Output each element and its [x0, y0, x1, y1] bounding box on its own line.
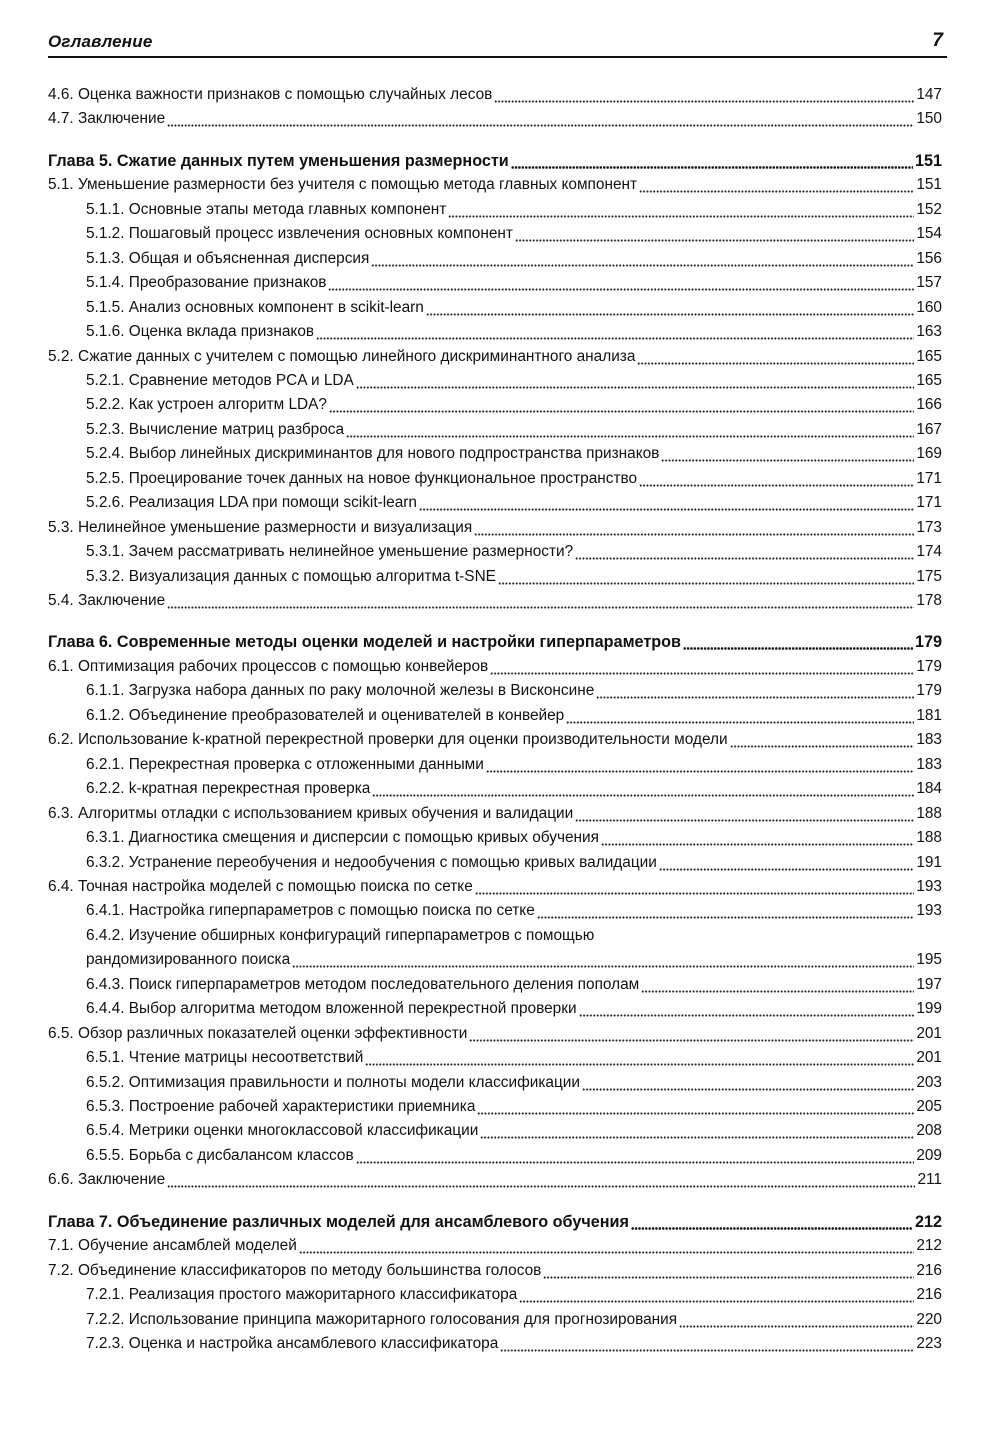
toc-entry: [86, 1116, 942, 1140]
toc-entry-title: 7.2.2. Использование принципа мажоритарного голосования для прогнозирования: [86, 1310, 678, 1328]
toc-entry-title: 5.2.2. Как устроен алгоритм LDA?: [86, 396, 327, 414]
toc-page-number: 184: [916, 780, 942, 798]
toc-page-number: 166: [916, 396, 942, 414]
dot-leader: [328, 274, 914, 292]
toc-entry: [86, 562, 942, 586]
toc-page-number: 193: [916, 877, 942, 895]
toc-entry-title: 6.3.2. Устранение переобучения и недообучения с помощью кривых валидации: [86, 853, 657, 871]
toc-entry: [86, 701, 942, 725]
dot-leader: [579, 1000, 915, 1018]
toc-entry-title: 5.1.6. Оценка вклада признаков: [86, 323, 315, 341]
dot-leader: [486, 756, 914, 774]
dot-leader: [356, 1147, 915, 1165]
toc-entry: [86, 1043, 942, 1067]
toc-entry-title: рандомизированного поиска: [86, 951, 291, 969]
toc-entry: [86, 219, 942, 243]
toc-entry-title: 5.2.3. Вычисление матриц разброса: [86, 420, 345, 438]
dot-leader: [426, 299, 914, 317]
toc-entry: [86, 317, 942, 341]
toc-entry: [48, 513, 942, 537]
toc-page-number: 157: [916, 274, 942, 292]
toc-entry: [48, 799, 942, 823]
toc-entry: [86, 390, 942, 414]
toc-entry-title: 6.1. Оптимизация рабочих процессов с помощью конвейеров: [48, 657, 489, 675]
dot-leader: [596, 682, 914, 700]
toc-entry-title: 5.1.5. Анализ основных компонент в scikit-learn: [86, 298, 424, 316]
toc-page-number: 216: [916, 1286, 942, 1304]
dot-leader: [167, 1171, 915, 1189]
toc-page-number: 167: [916, 420, 942, 438]
toc-entry-title: 7.2.1. Реализация простого мажоритарного классификатора: [86, 1286, 518, 1304]
toc-entry-title: 4.6. Оценка важности признаков с помощью случайных лесов: [48, 86, 493, 103]
dot-leader: [167, 110, 914, 128]
toc-entry-title: 5.3. Нелинейное уменьшение размерности и визуализация: [48, 518, 473, 536]
dot-leader: [537, 902, 915, 920]
dot-leader: [480, 1122, 914, 1140]
dot-leader: [683, 633, 913, 651]
dot-leader: [639, 470, 914, 488]
toc-entry: [86, 1092, 942, 1116]
dot-leader: [511, 152, 913, 170]
toc-entry-title: 5.2. Сжатие данных с учителем с помощью линейного дискриминантного анализа: [48, 347, 636, 365]
toc-entry-title: 5.2.1. Сравнение методов PCA и LDA: [86, 371, 354, 389]
toc-entry-title: 4.7. Заключение: [48, 110, 166, 128]
toc-chapter: [48, 146, 942, 170]
toc-entry-title: 6.3. Алгоритмы отладки с использованием кривых обучения и валидации: [48, 804, 574, 822]
toc-entry: [48, 1231, 942, 1255]
toc-entry: [48, 725, 942, 749]
toc-page-number: 201: [916, 1049, 942, 1067]
toc-page-number: 152: [916, 200, 942, 218]
dot-leader: [575, 805, 914, 823]
toc-entry: [86, 1329, 942, 1353]
toc-page-number: 223: [916, 1335, 942, 1353]
toc-entry-title: 6.1.2. Объединение преобразователей и оценивателей в конвейер: [86, 706, 565, 724]
toc-page-number: 179: [916, 682, 942, 700]
toc-entry-title: 5.1.4. Преобразование признаков: [86, 274, 327, 292]
toc-entry-title: 6.5.4. Метрики оценки многоклассовой классификации: [86, 1122, 479, 1140]
toc-entry: [86, 244, 942, 268]
dot-leader: [292, 951, 914, 969]
toc-chapter: [48, 1207, 942, 1231]
toc-entry-title: 5.1.2. Пошаговый процесс извлечения основных компонент: [86, 225, 513, 243]
toc-entry-title: 5.1.1. Основные этапы метода главных компонент: [86, 200, 447, 218]
dot-leader: [500, 1335, 914, 1353]
toc-entry: [86, 750, 942, 774]
toc-entry: [48, 1019, 942, 1043]
toc-entry: [86, 488, 942, 512]
toc-page-number: 191: [916, 853, 942, 871]
toc-page-number: 178: [916, 592, 942, 609]
toc-page-number: 203: [916, 1073, 942, 1091]
toc-entry-title: 6.5.1. Чтение матрицы несоответствий: [86, 1049, 364, 1067]
toc-entry-title: 7.2. Объединение классификаторов по методу большинства голосов: [48, 1261, 542, 1279]
toc-entry-title: Глава 5. Сжатие данных путем уменьшения размерности: [48, 151, 509, 170]
toc-page-number: 201: [916, 1024, 942, 1042]
toc-entry-title: 6.5.3. Построение рабочей характеристики приемника: [86, 1098, 476, 1115]
toc-page-number: 171: [916, 469, 942, 487]
dot-leader: [469, 1025, 914, 1043]
dot-leader: [372, 780, 914, 798]
dot-leader: [679, 1311, 914, 1329]
toc-entry-title: 5.2.4. Выбор линейных дискриминантов для нового подпространства признаков: [86, 445, 660, 463]
toc-page-number: 183: [916, 731, 942, 749]
dot-leader: [582, 1074, 914, 1092]
dot-leader: [631, 1213, 913, 1231]
toc-entry: [86, 823, 942, 847]
dot-leader: [329, 396, 914, 414]
toc-page-number: 171: [916, 494, 942, 512]
dot-leader: [448, 201, 914, 219]
dot-leader: [356, 372, 915, 390]
toc-entry: [86, 774, 942, 798]
toc-entry: [86, 896, 942, 920]
toc-entry-title: 6.2.1. Перекрестная проверка с отложенными данными: [86, 755, 484, 773]
toc-entry-title: 5.3.1. Зачем рассматривать нелинейное уменьшение размерности?: [86, 543, 574, 561]
toc-entry: [86, 945, 942, 969]
toc-page-number: 209: [916, 1146, 942, 1164]
toc-page-number: 151: [916, 176, 942, 194]
dot-leader: [659, 854, 914, 872]
toc-entry-title: 6.2.2. k-кратная перекрестная проверка: [86, 780, 371, 798]
dot-leader: [346, 421, 914, 439]
toc-page-number: 208: [916, 1122, 942, 1140]
toc-entry: [86, 1068, 942, 1092]
dot-leader: [641, 976, 914, 994]
toc-entry: [86, 366, 942, 390]
toc-entry-title: 6.1.1. Загрузка набора данных по раку молочной железы в Висконсине: [86, 682, 595, 700]
toc-entry-title: 5.3.2. Визуализация данных с помощью алгоритма t-SNE: [86, 567, 496, 585]
toc-page-number: 179: [914, 633, 942, 652]
toc-page-number: 160: [916, 298, 942, 316]
toc-entry-title: 6.3.1. Диагностика смещения и дисперсии с помощью кривых обучения: [86, 829, 599, 847]
toc-entry: [86, 848, 942, 872]
toc-page-number: 165: [916, 347, 942, 365]
toc-entry: [86, 439, 942, 463]
toc-entry: [86, 994, 942, 1018]
toc-entry-title: 5.2.6. Реализация LDA при помощи scikit-learn: [86, 494, 417, 512]
toc-entry-title: 6.4.4. Выбор алгоритма методом вложенной перекрестной проверки: [86, 1000, 577, 1018]
toc-entry: [86, 268, 942, 292]
toc-entry: [48, 80, 942, 104]
toc-page-number: 154: [916, 225, 942, 243]
page-number: 7: [932, 30, 943, 51]
toc-entry-title: 6.4.1. Настройка гиперпараметров с помощью поиска по сетке: [86, 902, 535, 920]
dot-leader: [475, 878, 915, 896]
toc-entry: [48, 872, 942, 896]
toc-page-number: 175: [916, 567, 942, 585]
toc-page-number: 205: [916, 1098, 942, 1115]
toc-page-number: 216: [916, 1261, 942, 1279]
toc-entry: [48, 586, 942, 610]
toc-entry-title: 6.5. Обзор различных показателей оценки эффективности: [48, 1024, 468, 1042]
toc-entry: [48, 652, 942, 676]
toc-entry: [86, 195, 942, 219]
toc-entry-title: 6.4.3. Поиск гиперпараметров методом последовательного деления пополам: [86, 975, 640, 993]
toc-page-number: 212: [914, 1212, 942, 1231]
dot-leader: [661, 445, 914, 463]
dot-leader: [575, 543, 914, 561]
dot-leader: [494, 86, 914, 104]
toc-entry: [86, 464, 942, 488]
toc-entry: [86, 415, 942, 439]
dot-leader: [167, 592, 914, 610]
dot-leader: [419, 494, 914, 512]
toc-page-number: 211: [917, 1171, 942, 1189]
toc-page-number: 151: [914, 151, 942, 170]
toc-entry-title: 6.6. Заключение: [48, 1171, 166, 1189]
dot-leader: [543, 1262, 914, 1280]
toc-entry-title: 5.2.5. Проецирование точек данных на новое функциональное пространство: [86, 469, 638, 487]
toc-entry-title: 5.1. Уменьшение размерности без учителя с помощью метода главных компонент: [48, 176, 638, 194]
toc-page-number: 147: [916, 86, 942, 103]
toc-entry-title: 5.1.3. Общая и объясненная дисперсия: [86, 249, 370, 267]
toc-entry: [48, 170, 942, 194]
toc-entry-title: 6.5.2. Оптимизация правильности и полноты модели классификации: [86, 1073, 580, 1091]
dot-leader: [365, 1049, 914, 1067]
toc-page-number: 165: [916, 371, 942, 389]
dot-leader: [637, 348, 914, 366]
toc-entry: [48, 342, 942, 366]
dot-leader: [490, 658, 914, 676]
toc-chapter: [48, 627, 942, 651]
toc-page-number: 174: [916, 543, 942, 561]
running-title: Оглавление: [48, 32, 153, 51]
toc-entry: [86, 1305, 942, 1329]
toc-page-number: 212: [916, 1237, 942, 1255]
dot-leader: [601, 829, 914, 847]
toc-entry: [86, 1280, 942, 1304]
toc-entry-text: 6.4.2. Изучение обширных конфигураций гиперпараметров с помощью: [86, 926, 595, 944]
dot-leader: [371, 250, 914, 268]
toc-entry-title: 7.1. Обучение ансамблей моделей: [48, 1237, 297, 1255]
dot-leader: [639, 176, 914, 194]
dot-leader: [519, 1286, 914, 1304]
toc-page-number: 173: [916, 518, 942, 536]
toc-page-number: 197: [916, 975, 942, 993]
toc-page-number: 181: [916, 706, 942, 724]
toc-entry-title: 5.4. Заключение: [48, 592, 166, 609]
toc-entry-title: 6.4. Точная настройка моделей с помощью поиска по сетке: [48, 877, 473, 895]
dot-leader: [316, 323, 914, 341]
toc-entry-title: Глава 7. Объединение различных моделей для ансамблевого обучения: [48, 1212, 629, 1231]
dot-leader: [498, 568, 914, 586]
toc-page-number: 163: [916, 323, 942, 341]
toc-entry-title: 6.2. Использование k-кратной перекрестной проверки для оценки производительности модели: [48, 731, 728, 749]
toc-entry-title: 7.2.3. Оценка и настройка ансамблевого классификатора: [86, 1335, 499, 1353]
toc-entry: [86, 676, 942, 700]
toc-page-number: 195: [916, 951, 942, 969]
toc-page-number: 199: [916, 1000, 942, 1018]
toc-entry: [86, 537, 942, 561]
dot-leader: [730, 731, 915, 749]
dot-leader: [566, 707, 914, 725]
dot-leader: [515, 225, 914, 243]
toc-page-number: 188: [916, 804, 942, 822]
toc-entry: [48, 1165, 942, 1189]
toc-entry: [86, 970, 942, 994]
dot-leader: [299, 1237, 914, 1255]
toc-entry: [48, 1256, 942, 1280]
toc-page-number: 150: [916, 110, 942, 128]
toc-entry: [86, 1141, 942, 1165]
toc-page-number: 169: [916, 445, 942, 463]
dot-leader: [474, 519, 914, 537]
toc-page-number: 188: [916, 829, 942, 847]
toc-entry-title: 6.5.5. Борьба с дисбалансом классов: [86, 1146, 354, 1164]
toc-entry: [86, 293, 942, 317]
toc-page-number: 156: [916, 249, 942, 267]
dot-leader: [477, 1098, 914, 1116]
toc-page-number: 179: [916, 657, 942, 675]
toc-page-number: 193: [916, 902, 942, 920]
toc-entry-title: Глава 6. Современные методы оценки моделей и настройки гиперпараметров: [48, 633, 681, 652]
toc-page-number: 220: [916, 1310, 942, 1328]
page-header: [48, 30, 947, 58]
toc-page-number: 183: [916, 755, 942, 773]
toc-entry: [48, 104, 942, 128]
